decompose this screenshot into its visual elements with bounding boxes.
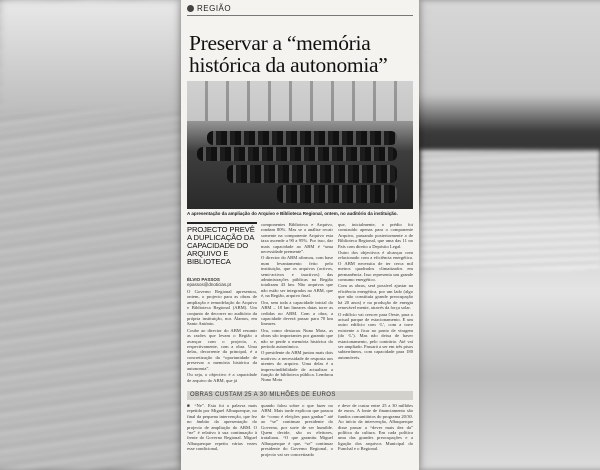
photo-caption: A apresentação da ampliação do Arquivo e Biblioteca Regional, ontem, no auditório da instituição. [187, 211, 398, 216]
sidebar-box [187, 222, 257, 266]
article-column-2 [261, 222, 333, 384]
newspaper-page [181, 0, 419, 470]
background-newspaper-fold [420, 150, 600, 270]
sidebar-rule [187, 222, 257, 224]
subsection-column-2: quando falou sobre o que fazer no ABM. Mais tarde explicou que passou de “como é eleições para ganhar” até ao “se” continuar presidente do Governo, por sorte de ser humilde. Quem decide, são os eleitores, trataliaou. “O que garantiu Miguel Albuquerque é que, “se” continuar presidente do Governo Regional, o projecto vai ser concretizado [261, 403, 333, 457]
article-column-1 [187, 289, 257, 384]
headline: Preservar a “memória histórica da autonomia” [189, 31, 388, 78]
paragraph: Outro dos objectivos é alcançar com relacionado com a eficiência energética. O ABM necessita de ter cerca mil metros quadrados climatizados em permanência. Isso representa um grande consumo energético. [338, 250, 413, 283]
section-header [187, 4, 231, 13]
paragraph: Ou seja, o objectivo é a capacidade de arquivo do ABM, que já [187, 372, 257, 383]
paragraph: que, inicialmente, o prédio foi construído apenas para o componente Arquivo, passando posteriormente a de Biblioteca Regional, que uma das 11 no País com direito a Depósito Legal. [338, 222, 413, 249]
background-newspaper-left-top [0, 0, 190, 110]
paragraph: Com as obras, será possível ajustar na eficiência energética, por um lado (algo que não constituía grande preocupação há 20 anos) e na produção de energia renovável mente, através da força solar. [338, 283, 413, 311]
paragraph: O edifício vai crescer para Oeste, para o actual parque de estacionamento. E um outro edifício com ‘L’, com a torre existente a ficar no ponto de viragem (do ‘L’). Mas não deixa de haver estacionamento, pelo contrário. Até vai ser ampliado. Passará a ser em três pisos subterrâneos, com capacidade para 180 automóveis. [338, 311, 413, 360]
photo-audience-row [197, 147, 397, 161]
author-name: ÉLVIO PASSOS [187, 277, 220, 282]
photo-audience-row [207, 131, 397, 145]
paragraph: O director do ABM afirmou, com base num levantamento feito pelo instituição, que os arquivos (activos, semi-activos e inactivos) das administrações públicas na Região totalizam 43 km. Não arquivos que não estão ser integrados no ABM, que é, na Região, arquivo final. [261, 255, 333, 299]
auditorium-photo [187, 81, 413, 209]
photo-audience-row [227, 165, 397, 183]
sidebar-title: PROJECTO PREVÊ A DUPLICAÇÃO DA CAPACIDADE DO ARQUIVO E BIBLIOTECA [187, 225, 255, 266]
byline [187, 277, 257, 287]
author-email[interactable]: epassos@dnoticias.pt [187, 282, 232, 287]
photo-audience-row [277, 185, 397, 203]
section-rule [187, 15, 413, 16]
photo-wall [187, 81, 413, 121]
subsection-title: OBRAS CUSTAM 25 A 30 MILHÕES DE EUROS [187, 391, 413, 400]
paragraph: Coube ao director do ABM resumir as razões que levam o Região a avançar com o projecto, e, respectivamente, com a obra. Uma delas, decorrente da principal, é a concretização da “oportunidade de preservar a memória histórica da autonomia”. [187, 327, 257, 371]
paragraph: componentes Biblioteca e Arquivo, rondam 80%. Mas se a análise recair somente na componente Arquivo esta taxa ascende a 90 a 95%. Por isso, dar mais capacidade ao ABM é “uma necessidade premente”. [261, 222, 333, 255]
subsection-column-1: ■ “Ne”. Esta foi a palavra mais repetida por Miguel Albuquerque, no final da pequena intervenção, que fez no âmbito da apresentação do projecto de ampliação do ABM. O “ne” é relativo à sua continuação à frente do Governo Regional. Miguel Albuquerque repetiu várias vezes esse condicional, [187, 403, 257, 452]
subsection-column-3: e deve de custar entre 25 a 30 milhões de euros. A fonte de financiamento são fundos comunitários do programa 20/30. Ao início da intervenção, Albuquerque disse passar a “dever mais dez da” política da cultura. Em cada política uma das grandes preocupações e a ligação dos arquivos Municipal do Funchal e o Regional. [338, 403, 413, 452]
section-bullet-icon [187, 5, 194, 12]
paragraph: O presidente do ABM juntou mais dois motivos: a necessidade de resposta aos utentes do arquivo. Uma delas é a imprescindibilidade de actualizar a função de biblioteca pública. Lembrou Nuno Mota [261, 350, 333, 383]
paragraph: O Governo Regional apresentou, ontem, o projecto para as obras de ampliação e remodelação do Arquivo e Biblioteca Regional (ABM). Um conjunto de decorrer no auditório da própria instituição, nos Álamos, em Santo António. [187, 289, 257, 327]
section-label: REGIÃO [197, 4, 232, 13]
paragraph: Ora, sem toda a capacidade inicial do ABM – 18 km lineares datas torre as cedidas no ABM. Com a obra, a capacidade deverá passar para 70 km lineares. [261, 299, 333, 327]
article-column-3 [338, 222, 413, 361]
paragraph: Ora, como destacou Nuno Mota, as obras são importantes por garantir que não se perde a memória histórica do período autonómico. [261, 327, 333, 349]
